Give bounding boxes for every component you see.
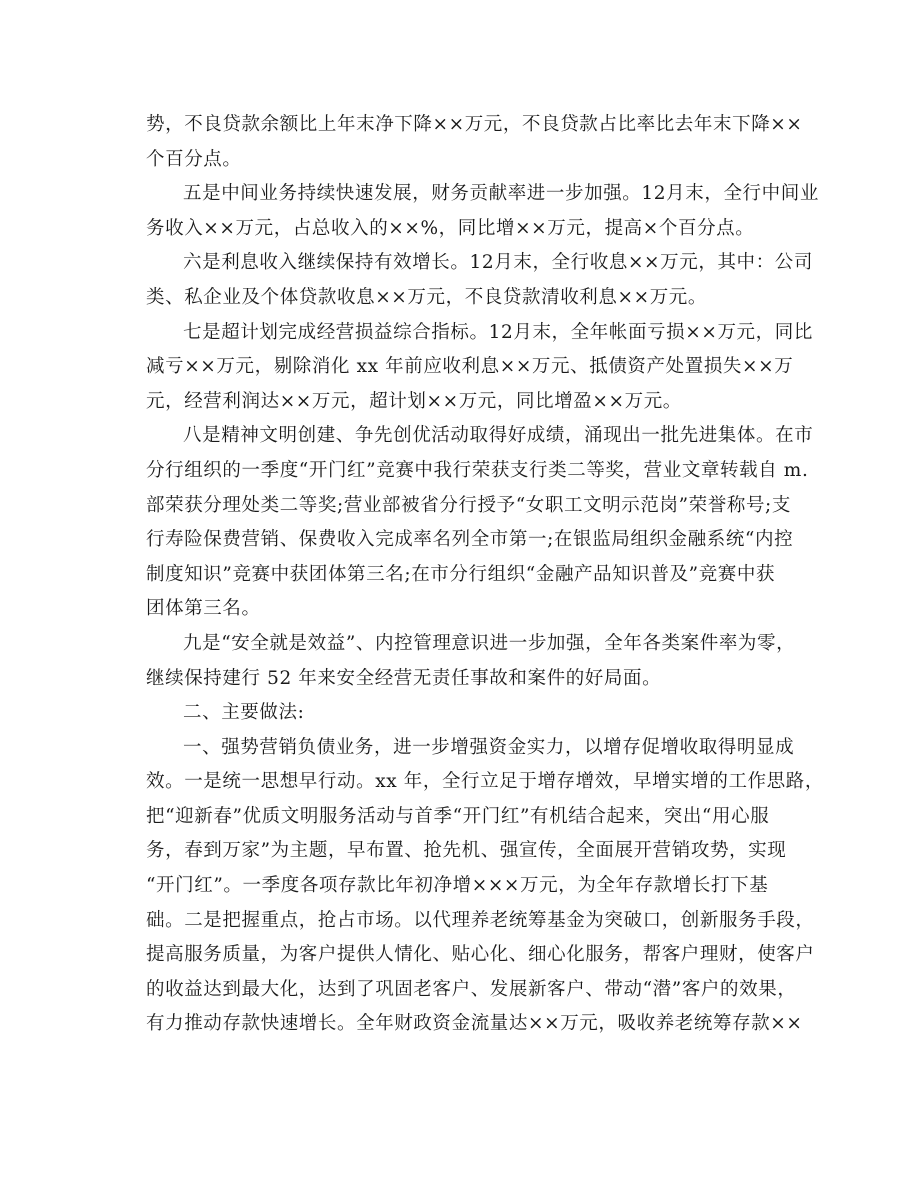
text-line: 二、主要做法: bbox=[183, 702, 305, 724]
text-line: 务收入××万元，占总收入的××%，同比增××万元，提高×个百分点。 bbox=[146, 217, 755, 239]
text-line: 务，春到万家”为主题，早布置、抢先机、强宣传，全面展开营销攻势，实现 bbox=[146, 840, 787, 862]
text-line: 提高服务质量，为客户提供人情化、贴心化、细心化服务，帮客户理财，使客户 bbox=[146, 944, 815, 966]
text-line: 九是“安全就是效益”、内控管理意识进一步加强，全年各类案件率为零， bbox=[183, 632, 796, 654]
text-line: 元，经营利润达××万元，超计划××万元，同比增盈××万元。 bbox=[146, 390, 682, 412]
text-line: 制度知识”竞赛中获团体第三名;在市分行组织“金融产品知识普及”竞赛中获 bbox=[146, 563, 776, 585]
text-line: 五是中间业务持续快速发展，财务贡献率进一步加强。12月末，全行中间业 bbox=[183, 183, 819, 205]
text-line: 部荣获分理处类二等奖;营业部被省分行授予“女职工文明示范岗”荣誉称号;支 bbox=[146, 494, 791, 516]
document-body bbox=[146, 108, 824, 1042]
text-line: 继续保持建行 52 年来安全经营无责任事故和案件的好局面。 bbox=[146, 667, 662, 689]
text-line: 分行组织的一季度“开门红”竞赛中我行荣获支行类二等奖，营业文章转载自 m. bbox=[146, 459, 809, 481]
text-line: 团体第三名。 bbox=[146, 598, 261, 620]
text-line: 势，不良贷款余额比上年末净下降××万元，不良贷款占比率比去年末下降×× bbox=[146, 114, 803, 135]
text-line: 类、私企业及个体贷款收息××万元，不良贷款清收利息××万元。 bbox=[146, 286, 708, 308]
text-line: 个百分点。 bbox=[146, 148, 242, 170]
text-line: 础。二是把握重点，抢占市场。以代理养老统筹基金为突破口，创新服务手段， bbox=[146, 909, 815, 931]
text-line: 行寿险保费营销、保费收入完成率名列全市第一;在银监局组织金融系统“内控 bbox=[146, 529, 794, 551]
text-line: 七是超计划完成经营损益综合指标。12月末，全年帐面亏损××万元，同比 bbox=[183, 321, 813, 343]
text-line: 有力推动存款快速增长。全年财政资金流量达××万元，吸收养老统筹存款×× bbox=[146, 1013, 803, 1035]
text-line: 八是精神文明创建、争先创优活动取得好成绩，涌现出一批先进集体。在市 bbox=[183, 425, 814, 447]
text-line: 效。一是统一思想早行动。xx 年，全行立足于增存增效，早增实增的工作思路， bbox=[146, 771, 824, 793]
text-line: 减亏××万元，剔除消化 xx 年前应收利息××万元、抵债资产处置损失××万 bbox=[146, 356, 794, 378]
text-line: 把“迎新春”优质文明服务活动与首季“开门红”有机结合起来，突出“用心服 bbox=[146, 805, 770, 827]
text-line: 六是利息收入继续保持有效增长。12月末，全行收息××万元，其中：公司 bbox=[183, 252, 813, 274]
text-line: “开门红”。一季度各项存款比年初净增×××万元，为全年存款增长打下基 bbox=[146, 875, 769, 897]
text-line: 的收益达到最大化，达到了巩固老客户、发展新客户、带动“潜”客户的效果， bbox=[146, 978, 797, 1000]
text-line: 一、强势营销负债业务，进一步增强资金实力，以增存促增收取得明显成 bbox=[183, 736, 795, 758]
